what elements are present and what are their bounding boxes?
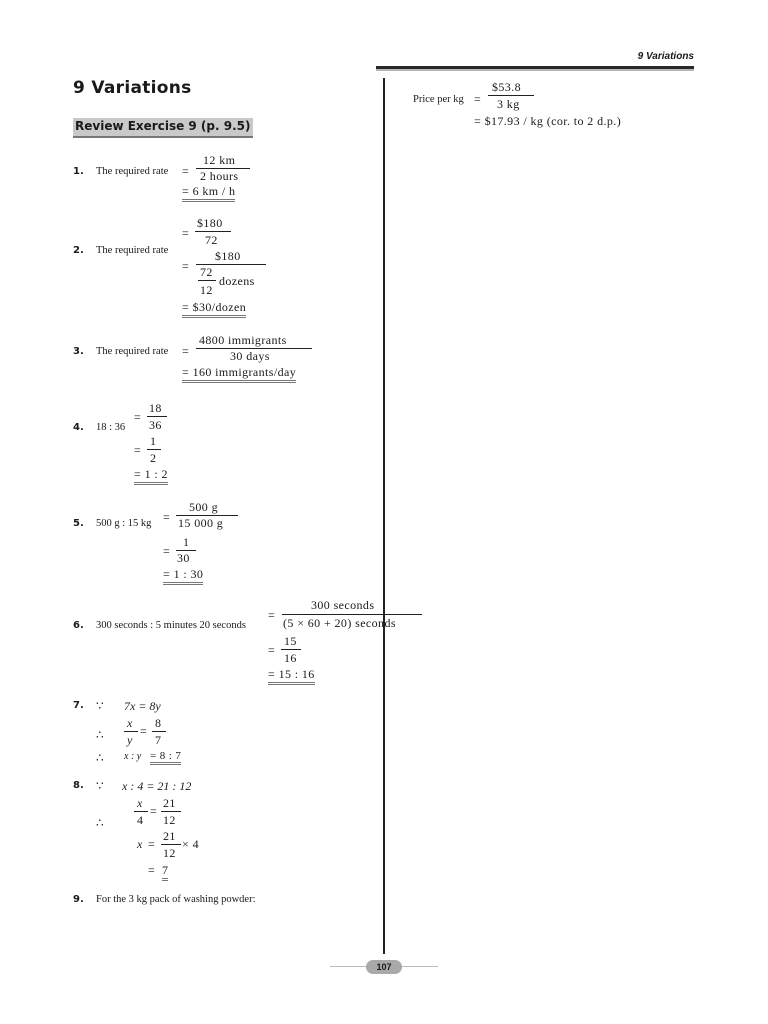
fraction-denominator: 4: [137, 813, 144, 827]
fraction-numerator: 1: [150, 434, 157, 448]
answer: = 1 : 30: [163, 567, 203, 585]
question-number: 2.: [73, 245, 84, 256]
question-label: 300 seconds : 5 minutes 20 seconds: [96, 620, 246, 631]
question-number: 7.: [73, 700, 84, 711]
nested-denominator: 12: [200, 283, 213, 297]
section-heading: Review Exercise 9 (p. 9.5): [75, 119, 251, 133]
fraction-bar: [147, 449, 161, 450]
fraction-bar: [161, 811, 181, 812]
fraction-numerator: 21: [163, 796, 176, 810]
equals-sign: =: [140, 724, 148, 738]
because-symbol: ∵: [96, 779, 105, 793]
fraction-denominator: 12: [163, 813, 176, 827]
fraction-denominator: 2: [150, 451, 157, 465]
page-number: 107: [366, 960, 402, 974]
fraction-denominator: (5 × 60 + 20) seconds: [283, 616, 396, 630]
fraction-denominator: 30: [177, 551, 190, 565]
page-title: 9 Variations: [73, 78, 192, 98]
answer: = 160 immigrants/day: [182, 365, 296, 383]
question-number: 1.: [73, 166, 84, 177]
question-number: 5.: [73, 518, 84, 529]
question-label: The required rate: [96, 245, 169, 256]
question-label: The required rate: [96, 346, 169, 357]
question-label: The required rate: [96, 166, 169, 177]
equals-sign: =: [182, 344, 190, 358]
clipped-fraction: [280, 596, 396, 634]
answer: 7: [162, 863, 168, 881]
answer: = $17.93 / kg (cor. to 2 d.p.): [474, 114, 622, 128]
answer: = 6 km / h: [182, 184, 235, 202]
equals-sign: =: [148, 837, 156, 851]
because-symbol: ∵: [96, 699, 105, 713]
nested-fraction-bar: [198, 280, 216, 281]
nested-numerator: 72: [200, 265, 213, 279]
fraction-numerator: $180: [215, 249, 241, 263]
fraction-numerator: $180: [197, 216, 223, 230]
question-label: 500 g : 15 kg: [96, 518, 152, 529]
ratio-label: x : y: [124, 751, 142, 762]
nested-unit: dozens: [219, 274, 255, 288]
question-label: 18 : 36: [96, 422, 126, 433]
fraction-bar: [147, 416, 167, 417]
question-number: 8.: [73, 780, 84, 791]
equation: x : 4 = 21 : 12: [122, 779, 192, 793]
fraction-bar: [124, 731, 138, 732]
fraction-numerator: 8: [155, 716, 162, 730]
fraction-denominator: 3 kg: [497, 97, 520, 111]
price-label: Price per kg: [413, 94, 464, 105]
answer: = 8 : 7: [150, 750, 181, 765]
running-header: 9 Variations: [637, 51, 694, 62]
fraction-numerator: 300 seconds: [311, 598, 375, 612]
therefore-symbol: ∴: [96, 751, 105, 765]
equals-sign: =: [163, 510, 171, 524]
fraction-numerator: 1: [183, 535, 190, 549]
fraction-numerator: x: [127, 716, 133, 730]
fraction-numerator: 12 km: [203, 153, 236, 167]
fraction-denominator: 30 days: [230, 349, 270, 363]
therefore-symbol: ∴: [96, 728, 105, 742]
equals-sign: =: [134, 410, 142, 424]
fraction-denominator: y: [127, 733, 133, 747]
answer: = 1 : 2: [134, 467, 168, 485]
fraction-bar: [152, 731, 166, 732]
fraction-numerator: 21: [163, 829, 176, 843]
fraction-denominator: 15 000 g: [178, 516, 224, 530]
equals-sign: =: [163, 544, 171, 558]
equals-sign: =: [148, 863, 156, 877]
fraction-numerator: 18: [149, 401, 162, 415]
answer: = $30/dozen: [182, 300, 246, 318]
fraction-denominator: 2 hours: [200, 169, 239, 183]
equals-sign: =: [268, 643, 276, 657]
equals-sign: =: [182, 226, 190, 240]
fraction-denominator: 72: [205, 233, 218, 247]
fraction-bar: [195, 231, 231, 232]
therefore-symbol: ∴: [96, 816, 105, 830]
question-number: 3.: [73, 346, 84, 357]
question-number: 4.: [73, 422, 84, 433]
equation: 7x = 8y: [124, 699, 161, 713]
equals-sign: =: [474, 92, 482, 106]
variable: x: [137, 837, 143, 851]
equals-sign: =: [182, 164, 190, 178]
fraction-bar: [281, 649, 301, 650]
fraction-numerator: x: [137, 796, 143, 810]
answer: = 15 : 16: [268, 667, 315, 685]
equals-sign: =: [182, 259, 190, 273]
fraction-bar: [161, 844, 181, 845]
fraction-denominator: 16: [284, 651, 297, 665]
fraction-bar: [282, 614, 422, 615]
fraction-numerator: 500 g: [189, 500, 218, 514]
fraction-numerator: 15: [284, 634, 297, 648]
question-number: 9.: [73, 894, 84, 905]
fraction-bar: [488, 95, 534, 96]
equals-sign: =: [268, 608, 276, 622]
fraction-denominator: 7: [155, 733, 162, 747]
fraction-numerator: 4800 immigrants: [199, 333, 287, 347]
column-divider: [383, 78, 385, 954]
fraction-numerator: $53.8: [492, 80, 521, 94]
equals-sign: =: [134, 443, 142, 457]
fraction-denominator: 12: [163, 846, 176, 860]
question-label: For the 3 kg pack of washing powder:: [96, 894, 256, 905]
header-rule-shadow: [376, 69, 694, 71]
equals-sign: =: [150, 804, 158, 818]
question-number: 6.: [73, 620, 84, 631]
multiplier: × 4: [182, 837, 199, 851]
fraction-denominator: 36: [149, 418, 162, 432]
fraction-bar: [134, 811, 148, 812]
